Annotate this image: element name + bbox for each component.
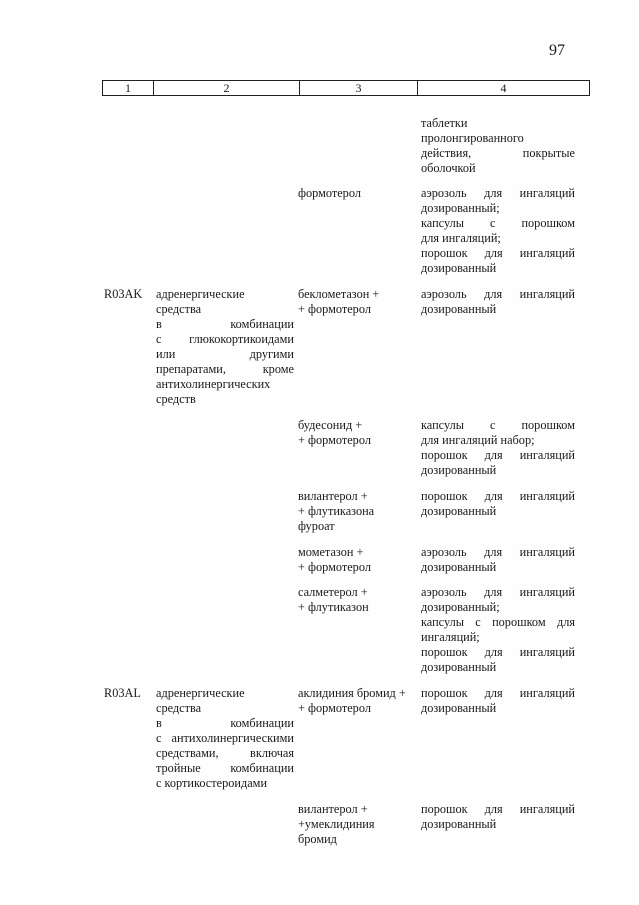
dosage-forms-cell	[421, 585, 575, 675]
drug-line: вилантерол +	[298, 489, 368, 503]
form-line: оболочкой	[421, 161, 476, 175]
group-line: антихолинергических	[156, 377, 271, 391]
group-cell	[156, 686, 294, 791]
drug-line: + флутиказона	[298, 504, 375, 518]
drug-line: мометазон +	[298, 545, 364, 559]
drug-cell	[298, 186, 416, 201]
drug-line: + формотерол	[298, 302, 371, 316]
drug-line: + формотерол	[298, 701, 371, 715]
drug-cell	[298, 802, 416, 847]
header-col-3: 3	[300, 81, 418, 95]
form-line: пролонгированного	[421, 131, 524, 145]
atc-code: R03AL	[104, 686, 141, 700]
form-line: дозированный	[421, 504, 497, 518]
atc-code: R03AK	[104, 287, 143, 301]
drug-line: + флутиказон	[298, 600, 369, 614]
page-number: 97	[549, 42, 565, 59]
form-line: порошок для ингаляций	[421, 448, 575, 462]
form-line: порошок для ингаляций	[421, 246, 575, 260]
form-line: дозированный;	[421, 201, 500, 215]
drug-cell	[298, 489, 416, 534]
form-line: аэрозоль для ингаляций	[421, 186, 575, 200]
form-line: дозированный	[421, 817, 497, 831]
drug-cell	[298, 545, 416, 575]
dosage-forms-cell	[421, 489, 575, 519]
drug-cell	[298, 585, 416, 615]
form-line: дозированный	[421, 261, 497, 275]
form-line: капсулы с порошком	[421, 418, 575, 432]
dosage-forms-cell	[421, 686, 575, 716]
drug-line: + формотерол	[298, 560, 371, 574]
form-line: дозированный	[421, 463, 497, 477]
form-line: дозированный	[421, 660, 497, 674]
form-line: для ингаляций набор;	[421, 433, 535, 447]
header-col-1: 1	[103, 81, 154, 95]
form-line: дозированный	[421, 560, 497, 574]
drug-cell	[298, 287, 416, 317]
form-line-part: действия,	[421, 146, 472, 160]
form-line: порошок для ингаляций	[421, 645, 575, 659]
header-col-4: 4	[500, 81, 507, 95]
group-line: адренергические	[156, 686, 245, 700]
form-line: для ингаляций;	[421, 231, 501, 245]
group-cell	[156, 287, 294, 407]
dosage-forms-cell	[421, 186, 575, 276]
form-line: порошок для ингаляций	[421, 686, 575, 700]
dosage-forms-cell	[421, 287, 575, 317]
group-line: средствами, включая	[156, 746, 294, 760]
form-line: аэрозоль для ингаляций	[421, 585, 575, 599]
form-line: дозированный	[421, 701, 497, 715]
group-line: средств	[156, 392, 196, 406]
form-line-part: покрытые	[522, 146, 575, 160]
drug-line: + формотерол	[298, 433, 371, 447]
form-line	[421, 146, 575, 161]
group-line: или другими	[156, 347, 294, 361]
group-line: в комбинации	[156, 716, 294, 730]
dosage-forms-cell	[421, 802, 575, 832]
drug-line: бромид	[298, 832, 337, 846]
dosage-forms-cell	[421, 545, 575, 575]
drug-line: фуроат	[298, 519, 335, 533]
group-line: с кортикостероидами	[156, 776, 268, 790]
form-line: дозированный;	[421, 600, 500, 614]
drug-line: вилантерол +	[298, 802, 368, 816]
form-line: аэрозоль для ингаляций	[421, 287, 575, 301]
table-header	[102, 80, 590, 96]
drug-cell	[298, 686, 418, 716]
group-line: адренергические	[156, 287, 245, 301]
group-line: препаратами, кроме	[156, 362, 294, 376]
form-line: капсулы с порошком для	[421, 615, 575, 629]
drug-line: аклидиния бромид +	[298, 686, 406, 700]
drug-cell	[298, 418, 416, 448]
form-line: порошок для ингаляций	[421, 802, 575, 816]
group-line: с антихолинергическими	[156, 731, 294, 745]
header-col-2: 2	[154, 81, 300, 95]
group-line: с глюкокортикоидами	[156, 332, 294, 346]
form-line: таблетки	[421, 116, 468, 130]
form-line: ингаляций;	[421, 630, 480, 644]
form-line: дозированный	[421, 302, 497, 316]
group-line: средства	[156, 302, 202, 316]
drug-line: будесонид +	[298, 418, 363, 432]
drug-line: формотерол	[298, 186, 361, 200]
dosage-forms-cell	[421, 418, 575, 478]
group-line: в комбинации	[156, 317, 294, 331]
form-line: аэрозоль для ингаляций	[421, 545, 575, 559]
group-line: средства	[156, 701, 202, 715]
dosage-forms-cell	[421, 116, 575, 176]
drug-line: салметерол +	[298, 585, 368, 599]
form-line: порошок для ингаляций	[421, 489, 575, 503]
group-line: тройные комбинации	[156, 761, 294, 775]
drug-line: беклометазон +	[298, 287, 380, 301]
drug-line: +умеклидиния	[298, 817, 375, 831]
form-line: капсулы с порошком	[421, 216, 575, 230]
